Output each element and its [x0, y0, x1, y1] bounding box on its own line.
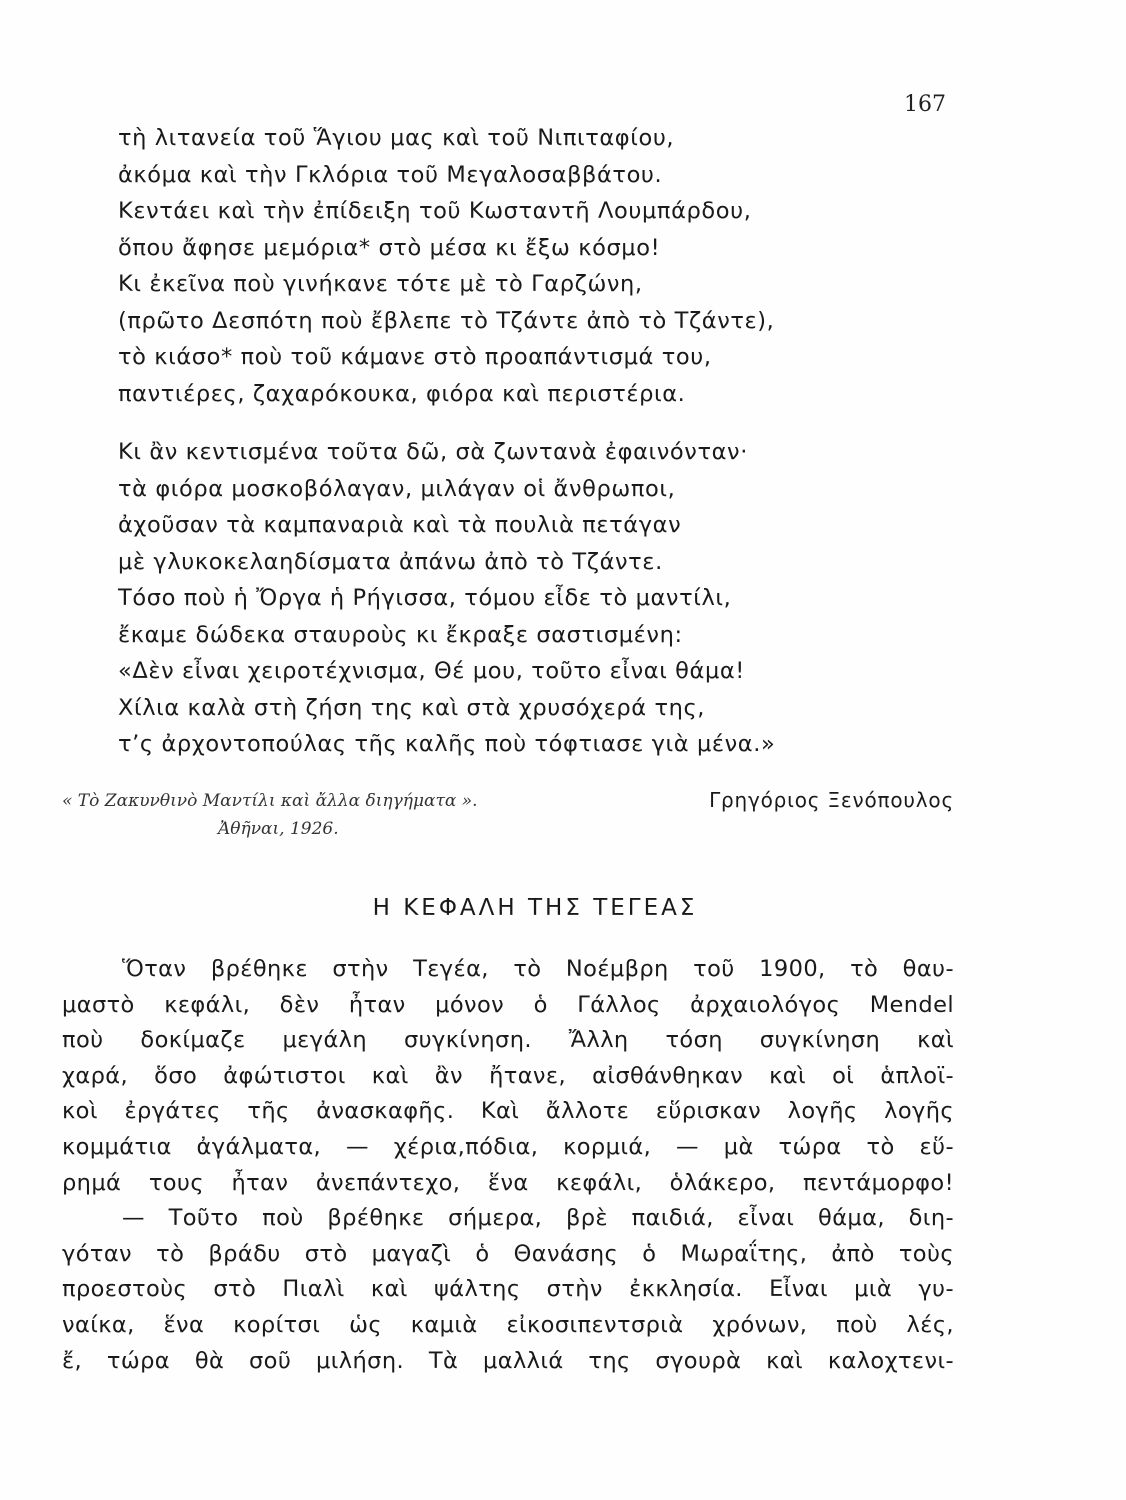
- verse-line: Κι ἂν κεντισμένα τοῦτα δῶ, σὰ ζωντανὰ ἐφαινόνταν·: [118, 439, 748, 465]
- verse-line: ἀκόμα καὶ τὴν Γκλόρια τοῦ Μεγαλοσαββάτου.: [118, 161, 663, 188]
- verse-line: τ’ς ἀρχοντοπούλας τῆς καλῆς ποὺ τόφτιασε γιὰ μένα.»: [118, 731, 776, 757]
- prose-line: Ὅταν βρέθηκε στὴν Τεγέα, τὸ Νοέμβρη τοῦ 1900, τὸ θαυ-: [122, 956, 954, 982]
- verse-line: τὴ λιτανεία τοῦ Ἅγιου μας καὶ τοῦ Νιπιταφίου,: [118, 125, 675, 151]
- verse-line: Κι ἐκεῖνα ποὺ γινήκανε τότε μὲ τὸ Γαρζώνη,: [118, 271, 643, 297]
- verse-line: ἀχοῦσαν τὰ καμπαναριὰ καὶ τὰ πουλιὰ πετάγαν: [118, 512, 682, 538]
- prose-line: κομμάτια ἀγάλματα, — χέρια,πόδια, κορμιά, — μὰ τώρα τὸ εὕ-: [62, 1133, 954, 1160]
- prose-body: [62, 952, 954, 1379]
- verse-line: μὲ γλυκοκελαηδίσματα ἀπάνω ἀπὸ τὸ Τζάντε.: [118, 548, 663, 575]
- verse-line: τὸ κιάσο* ποὺ τοῦ κάμανε στὸ προαπάντισμά του,: [118, 344, 712, 370]
- verse-line: Τόσο ποὺ ἡ Ὄργα ἡ Ρήγισσα, τόμου εἶδε τὸ μαντίλι,: [118, 585, 732, 611]
- verse-line: Κεντάει καὶ τὴν ἐπίδειξη τοῦ Κωσταντῆ Λουμπάρδου,: [118, 198, 752, 224]
- prose-line: γόταν τὸ βράδυ στὸ μαγαζὶ ὁ Θανάσης ὁ Μωραΐτης, ἀπὸ τοὺς: [62, 1240, 954, 1267]
- source-citation: « Τὸ Ζακυνθινὸ Μαντίλι καὶ ἄλλα διηγήματα ».: [62, 791, 478, 811]
- prose-line: — Τοῦτο ποὺ βρέθηκε σήμερα, βρὲ παιδιά, εἶναι θάμα, διη-: [122, 1205, 954, 1232]
- prose-line: προεστοὺς στὸ Πιαλὶ καὶ ψάλτης στὴν ἐκκλησία. Εἶναι μιὰ γυ-: [62, 1276, 954, 1303]
- prose-line: ναίκα, ἕνα κορίτσι ὡς καμιὰ εἰκοσιπεντσριὰ χρόνων, ποὺ λές,: [62, 1311, 954, 1338]
- verse-line: παντιέρες, ζαχαρόκουκα, φιόρα καὶ περιστέρια.: [118, 380, 686, 407]
- verse-line: τὰ φιόρα μοσκοβόλαγαν, μιλάγαν οἱ ἄνθρωποι,: [118, 475, 676, 502]
- poem-stanza-1: [118, 120, 978, 412]
- prose-line: ἔ, τώρα θὰ σοῦ μιλήση. Τὰ μαλλιά της σγουρὰ καὶ καλοχτενι-: [62, 1347, 954, 1374]
- prose-line: χαρά, ὅσο ἀφώτιστοι καὶ ἂν ἤτανε, αἰσθάνθηκαν καὶ οἱ ἁπλοϊ-: [62, 1062, 954, 1089]
- prose-line: μαστὸ κεφάλι, δὲν ἦταν μόνον ὁ Γάλλος ἀρχαιολόγος Mendel: [62, 991, 954, 1018]
- verse-line: (πρῶτο Δεσπότη ποὺ ἔβλεπε τὸ Τζάντε ἀπὸ τὸ Τζάντε),: [118, 307, 775, 334]
- page-number: 167: [904, 92, 946, 117]
- poem-stanza-2: [118, 434, 978, 763]
- prose-line: ποὺ δοκίμαζε μεγάλη συγκίνηση. Ἄλλη τόση συγκίνηση καὶ: [62, 1027, 954, 1054]
- source-citation-place-year: Ἀθῆναι, 1926.: [218, 819, 339, 839]
- verse-line: Χίλια καλὰ στὴ ζήση της καὶ στὰ χρυσόχερά της,: [118, 694, 706, 721]
- section-title: Η ΚΕΦΑΛΗ ΤΗΣ ΤΕΓΕΑΣ: [372, 895, 698, 921]
- attribution: [62, 786, 962, 846]
- verse-line: ἔκαμε δώδεκα σταυροὺς κι ἔκραξε σαστισμένη:: [118, 621, 683, 648]
- verse-line: ὅπου ἄφησε μεμόρια* στὸ μέσα κι ἔξω κόσμο!: [118, 234, 661, 261]
- prose-line: ρημά τους ἦταν ἀνεπάντεχο, ἕνα κεφάλι, ὁλάκερο, πεντάμορφο!: [62, 1169, 954, 1196]
- prose-line: κοὶ ἐργάτες τῆς ἀνασκαφῆς. Καὶ ἄλλοτε εὕρισκαν λογῆς λογῆς: [62, 1098, 954, 1125]
- poem-excerpt: [118, 120, 978, 785]
- author-name: Γρηγόριος Ξενόπουλος: [709, 788, 954, 812]
- verse-line: «Δὲν εἶναι χειροτέχνισμα, Θέ μου, τοῦτο εἶναι θάμα!: [118, 658, 745, 684]
